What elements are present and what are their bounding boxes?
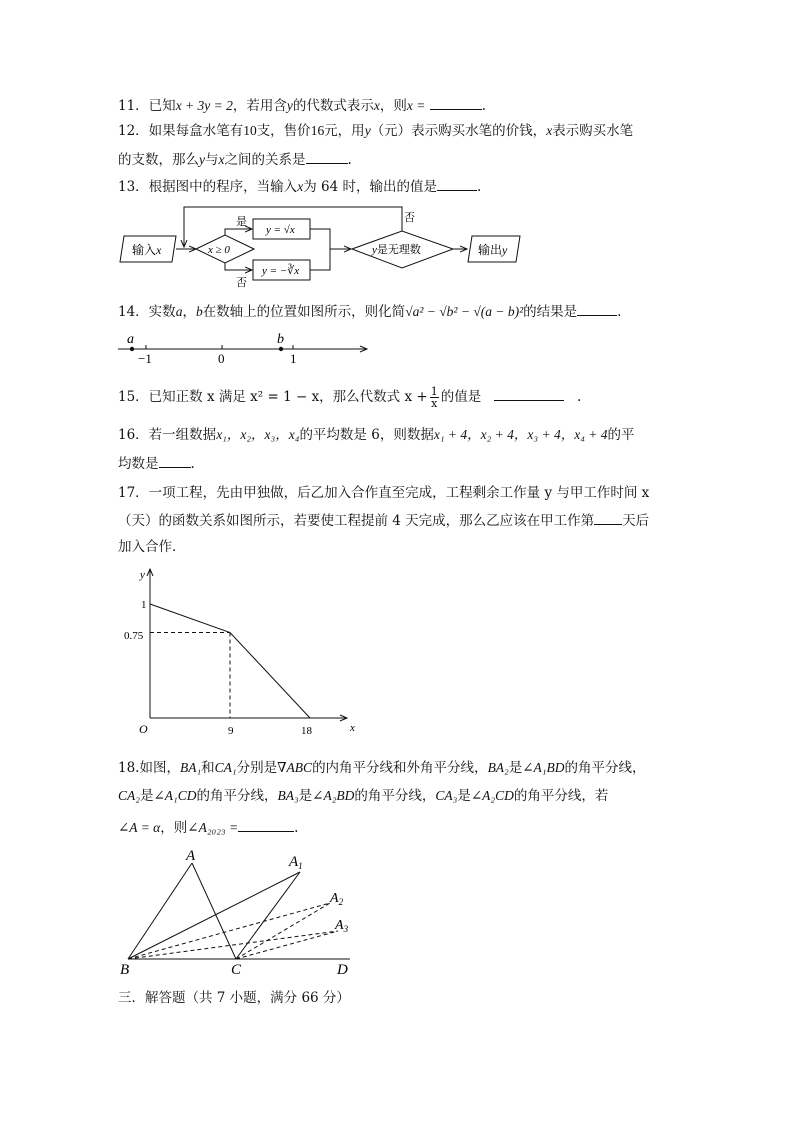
condition-label: x ≥ 0 (208, 244, 230, 256)
question-17-line3: 加入合作． (118, 539, 186, 555)
equation: x + 3y = 2 (175, 98, 233, 113)
label-b: b (277, 332, 284, 347)
question-18-line3: ∠A = α，则∠A₂₀₂₃ = . (118, 820, 299, 836)
section-3-heading: 三．解答题（共 7 小题，满分 66 分） (118, 990, 350, 1006)
radical-expression: √a² − √b² − √(a − b)² (405, 304, 524, 319)
tick-neg1: −1 (138, 351, 152, 366)
x-tick-9: 9 (228, 725, 234, 737)
origin-label: O (139, 722, 148, 736)
label-A2: $A_2$ (330, 891, 344, 907)
label-C: C (231, 962, 242, 978)
no-label-2: 否 (404, 212, 415, 224)
y-axis-label: y (140, 569, 145, 581)
irrational-label: y是无理数 (372, 244, 421, 256)
segment-BA3 (128, 931, 338, 959)
segment-AC (192, 863, 236, 959)
segment-BA2 (128, 903, 330, 959)
segment-BA (128, 863, 192, 959)
question-14: 14．实数a，b在数轴上的位置如图所示，则化简√a² − √b² − √(a − b)²的结果是 . (118, 304, 622, 320)
question-11: 11．已知x + 3y = 2，若用含y的代数式表示x，则x = . (118, 98, 486, 114)
no-label: 否 (236, 277, 247, 289)
question-15: 15．已知正数 x 满足 x² = 1 − x，那么代数式 x + $\frac{1}{x}$ 的值是 . (118, 385, 582, 410)
question-18-line2: CA₂是∠A₁CD的角平分线，BA₃是∠A₂BD的角平分线，CA₃是∠A₂CD的角平分线，若 (118, 788, 609, 804)
segment-CA1 (236, 872, 300, 959)
segment-CA2 (236, 903, 330, 959)
x-tick-18: 18 (301, 725, 312, 737)
label-A1: $A_1$ (289, 854, 303, 871)
question-17-line1: 17．一项工程，先由甲独做，后乙加入合作直至完成，工程剩余工作量 y 与甲工作时间 x (118, 485, 650, 501)
question-12-line2: 的支数，那么y与x之间的关系是 . (118, 152, 352, 168)
question-16-line1: 16．若一组数据x₁，x₂，x₃，x₄的平均数是 6，则数据x₁ + 4，x₂ + 4，x₃ + 4，x₄ + 4的平 (118, 427, 635, 443)
question-16-line2: 均数是 . (118, 456, 195, 472)
fraction: $\frac{1}{x}$ (430, 385, 438, 410)
sqrt-formula: y = √x (266, 224, 295, 236)
label-a: a (127, 332, 134, 347)
tick-0: 0 (218, 351, 225, 366)
segment-BA1 (128, 872, 300, 959)
cbrt-formula: y = −∛x (262, 265, 300, 277)
yes-label: 是 (236, 216, 247, 228)
label-B: B (120, 962, 130, 978)
label-D: D (337, 962, 348, 978)
y-tick-075: 0.75 (124, 630, 144, 642)
question-17-line2: （天）的函数关系如图所示，若要使工程提前 4 天完成，那么乙应该在甲工作第 天后 (118, 513, 650, 529)
question-18-line1: 18.如图，BA₁和CA₁分别是∇ABC的内角平分线和外角平分线，BA₂是∠A₁BD的角平分线， (118, 760, 646, 776)
segment-CA3 (236, 931, 338, 959)
question-13: 13．根据图中的程序，当输入x为 64 时，输出的值是 . (118, 179, 482, 195)
label-A3: $A_3$ (335, 918, 349, 934)
question-12-line1: 12．如果每盒水笔有10支，售价16元，用y（元）表示购买水笔的价钱，x表示购买水笔 (118, 123, 634, 139)
x-axis-label: x (350, 722, 355, 734)
tick-1: 1 (290, 351, 297, 366)
label-A: A (186, 848, 196, 864)
y-tick-1: 1 (141, 599, 147, 611)
input-label: 输入x (132, 243, 162, 257)
output-label: 输出y (478, 243, 508, 257)
